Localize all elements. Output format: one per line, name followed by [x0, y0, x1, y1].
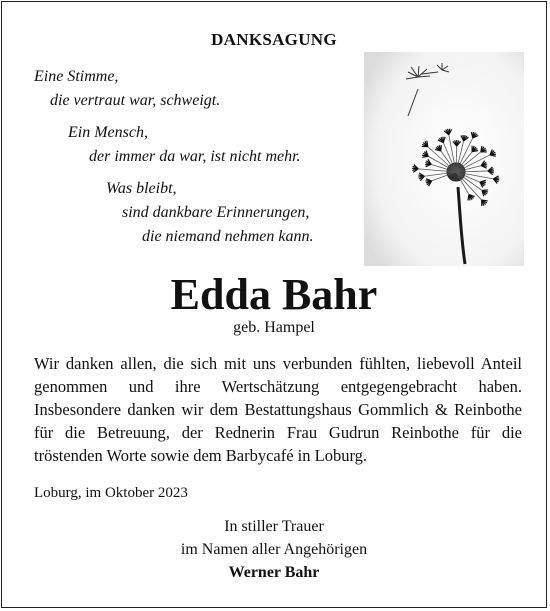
place-date: Loburg, im Oktober 2023 [34, 485, 188, 501]
poem-line: die niemand nehmen kann. [142, 228, 314, 245]
signoff-line: In stiller Trauer [224, 518, 324, 535]
poem-line: sind dankbare Erinnerungen, [122, 204, 310, 221]
dandelion-icon [364, 52, 524, 266]
obituary-notice [1, 1, 547, 608]
poem-line: Was bleibt, [106, 180, 177, 197]
maiden-name: geb. Hampel [233, 319, 315, 336]
signer-name: Werner Bahr [228, 564, 320, 581]
poem-line: Ein Mensch, [68, 124, 148, 141]
notice-heading: DANKSAGUNG [211, 30, 337, 49]
deceased-name: Edda Bahr [170, 270, 378, 319]
poem-line: die vertraut war, schweigt. [50, 92, 221, 109]
poem-line: Eine Stimme, [34, 68, 119, 85]
thank-you-text: Wir danken allen, die sich mit uns verbunden fühlten, liebevoll Anteil genommen und ihre Wertschätzung entgegengebracht haben. Insbesondere danken wir dem Bestattungshaus Gommlich & Reinbothe für die Betreuung, der Rednerin Frau Gudrun Reinbothe für die tröstenden Worte sowie dem Barbycafé in Loburg. [34, 354, 522, 465]
signoff [2, 515, 546, 584]
poem-line: der immer da war, ist nicht mehr. [89, 148, 301, 165]
signoff-line: im Namen aller Angehörigen [180, 541, 368, 558]
